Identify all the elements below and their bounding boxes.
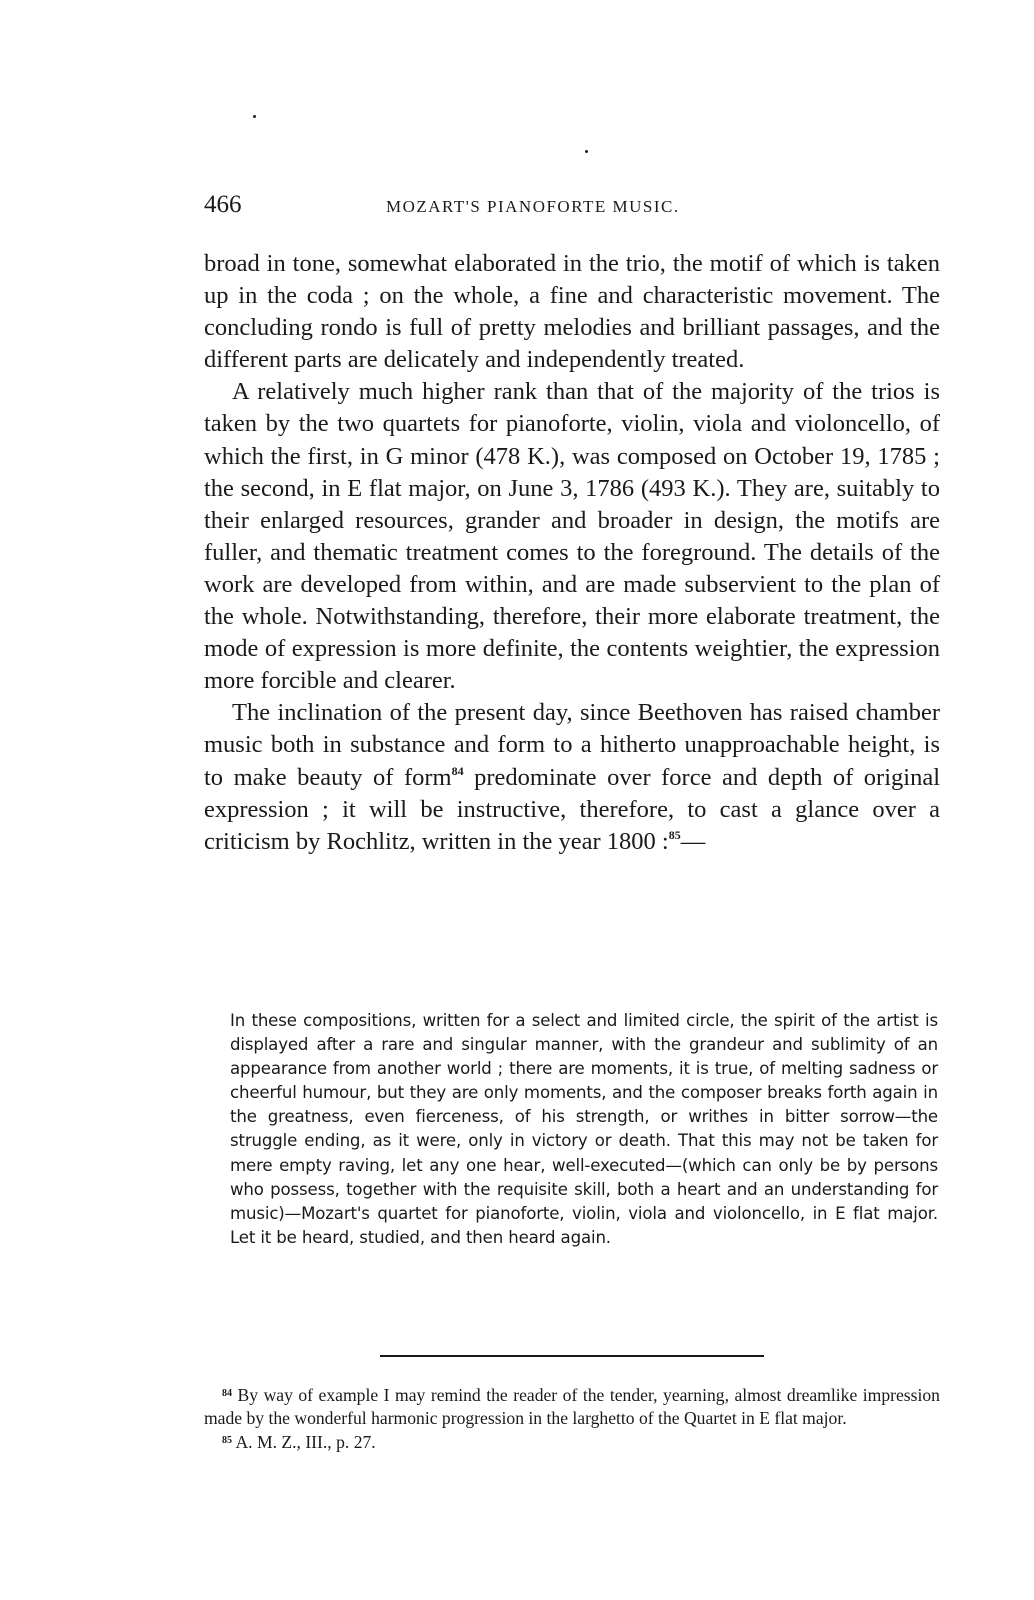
paragraph-text: The inclination of the present day, since Beethoven has raised chamber music both in substance and form to a hitherto unapproachable height, is to make beauty of form	[204, 699, 940, 791]
paragraph-text: broad in tone, somewhat elaborated in the trio, the motif of which is taken up in the coda ; on the whole, a fine and characteristic movement. The concluding rondo is full of pretty melodies and brilliant passages, and the different parts are delicately and independently treated.	[204, 250, 940, 374]
ink-speck	[585, 150, 588, 153]
page-header	[204, 191, 940, 227]
footnote-mark: 84	[222, 1388, 232, 1399]
paragraph-text: predominate over force and depth of original expression ; it will be instructive, therefore, to cast a glance over a criticism by Rochlitz, written in the year 1800 :	[204, 763, 941, 855]
paragraph	[204, 376, 940, 697]
quote-text: In these compositions, written for a select and limited circle, the spirit of the artist is displayed after a rare and singular manner, with the grandeur and sublimity of an appearance from another world ; there are moments, it is true, of melting sadness or cheerful humour, but they are only moments, and the composer breaks forth again in the greatness, even fierceness, of his strength, or writhes in bitter sorrow—the struggle ending, as it were, only in victory or death. That this may not be taken for mere empty raving, let any one hear, well-executed—(which can only be by persons who possess, together with the requisite skill, both a heart and an understanding for music)—Mozart's quartet for pianoforte, violin, viola and violoncello, in E flat major. Let it be heard, studied, and then heard again.	[230, 1011, 938, 1247]
footnote-text: By way of example I may remind the reader of the tender, yearning, almost dreamlike impression made by the wonderful harmonic progression in the larghetto of the Quartet in E flat major.	[204, 1385, 940, 1428]
paragraph-text: A relatively much higher rank than that of the majority of the trios is taken by the two quartets for pianoforte, violin, viola and violoncello, of which the first, in G minor (478 K.), was composed on October 19, 1785 ; the second, in E flat major, on June 3, 1786 (493 K.). They are, suitably to their enlarged resources, grander and broader in design, the motifs are fuller, and thematic treatment comes to the foreground. The details of the work are developed from within, and are made subservient to the plan of the whole. Notwithstanding, therefore, their more elaborate treatment, the mode of expression is more definite, the contents weightier, the expression more forcible and clearer.	[204, 378, 940, 695]
paragraph	[204, 697, 940, 857]
paragraph	[204, 248, 940, 376]
ink-speck	[253, 115, 256, 118]
footnote	[204, 1383, 940, 1430]
footnote-reference[interactable]: 85	[668, 827, 681, 842]
footnote-text: A. M. Z., III., p. 27.	[235, 1431, 376, 1452]
block-quote	[230, 1009, 938, 1250]
paragraph-text: —	[680, 827, 706, 855]
footnote	[204, 1430, 940, 1454]
footnote-reference[interactable]: 84	[451, 763, 464, 778]
footnotes	[204, 1383, 940, 1453]
main-text	[204, 248, 940, 858]
footnote-mark: 85	[222, 1434, 232, 1446]
running-head: MOZART'S PIANOFORTE MUSIC.	[386, 197, 680, 216]
page-number: 466	[204, 191, 242, 218]
footnote-divider	[380, 1355, 764, 1357]
